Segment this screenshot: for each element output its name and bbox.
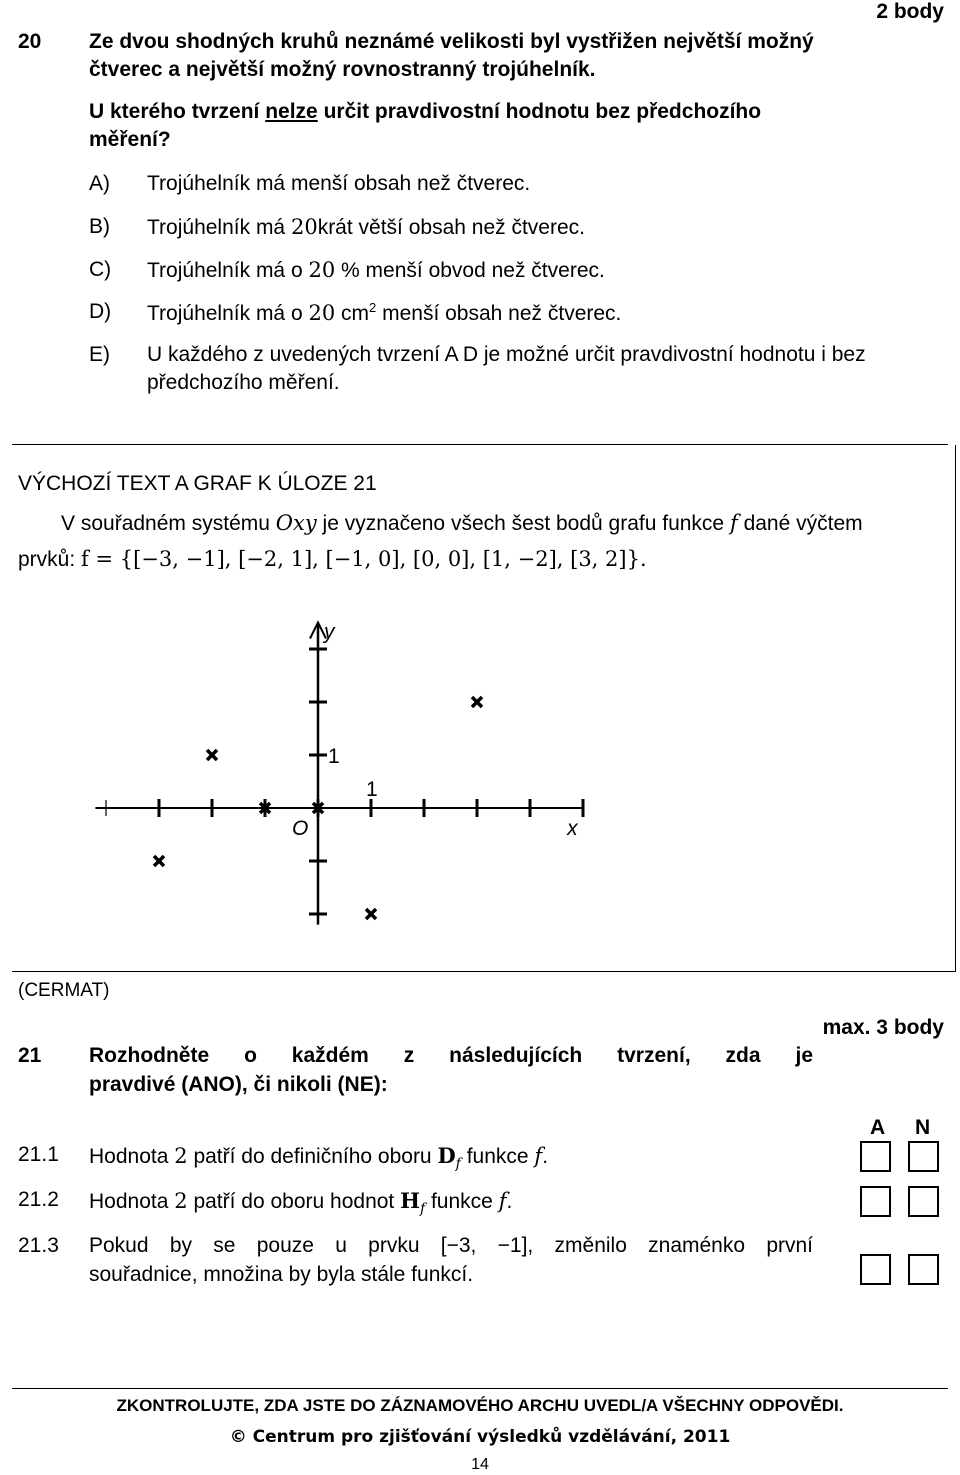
page-number: 14 [471,1456,489,1473]
column-no-label: N [915,1116,931,1139]
q20-option-e[interactable]: E) U každého z uvedených tvrzení A D je možné určit pravdivostní hodnotu i bez [89,343,866,366]
q20-intro-line1: Ze dvou shodných kruhů neznámé velikosti byl vystřižen největší možný [89,30,814,53]
q20-option-b[interactable]: B) Trojúhelník má 20krát větší obsah než čtverec. [89,215,585,239]
underlined-word: nelze [265,100,318,123]
q20-intro-line2: čtverec a největší možný rovnostranný trojúhelník. [89,58,596,81]
q20-option-e-line2: předchozího měření. [147,371,340,394]
q20-points: 2 body [876,0,944,23]
item-21-2-no-checkbox[interactable] [908,1186,939,1217]
y-tick-label-1: 1 [328,745,340,768]
q20-option-c[interactable]: C) Trojúhelník má o 20 % menší obvod než čtverec. [89,258,605,282]
item-21-3-number: 21.3 [18,1234,59,1257]
item-21-2-yes-checkbox[interactable] [860,1186,891,1217]
footer-divider [12,1388,948,1389]
q20-question: U kterého tvrzení nelze určit pravdivostní hodnotu bez předchozího [89,100,762,123]
q21-prompt-line1: Rozhodněte o každém z následujících tvrzení, zda je [89,1044,813,1067]
origin-label: O [292,817,309,840]
q20-number: 20 [18,30,42,53]
intro-source: (CERMAT) [18,980,110,1001]
footer-check-notice: ZKONTROLUJTE, ZDA JSTE DO ZÁZNAMOVÉHO ARCHU UVEDL/A VŠECHNY ODPOVĚDI. [116,1396,844,1415]
item-21-1-no-checkbox[interactable] [908,1141,939,1172]
intro-line2: prvků: f = {[−3, −1], [−2, 1], [−1, 0], [0, 0], [1, −2], [3, 2]}. [18,547,647,571]
q20-option-a[interactable]: A) Trojúhelník má menší obsah než čtverec. [89,172,531,195]
q20-option-d[interactable]: D) Trojúhelník má o 20 $cm^2$ menší obsah než čtverec. [89,300,622,325]
item-21-3-text-line2: souřadnice, množina by byla stále funkcí. [89,1263,474,1286]
item-21-2-number: 21.2 [18,1188,59,1211]
y-axis-label: y [324,620,335,644]
item-21-1-text: Hodnota 2 patří do definičního oboru $D_f$ funkce f. [89,1143,549,1173]
q20-question-line2: měření? [89,128,171,151]
column-yes-label: A [870,1116,886,1139]
intro-heading: VÝCHOZÍ TEXT A GRAF K ÚLOZE 21 [18,472,377,495]
x-axis-label: x [567,817,578,840]
item-21-3-yes-checkbox[interactable] [860,1254,891,1285]
item-21-3-no-checkbox[interactable] [908,1254,939,1285]
item-21-2-text: Hodnota 2 patří do oboru hodnot $H_f$ funkce f. [89,1188,513,1218]
item-21-1-yes-checkbox[interactable] [860,1141,891,1172]
intro-line1: V souřadném systému Oxy je vyznačeno všech šest bodů grafu funkce f dané výčtem [61,511,863,535]
q21-number: 21 [18,1044,42,1067]
footer-copyright: © Centrum pro zjišťování výsledků vzdělávání, 2011 [229,1427,731,1447]
item-21-3-text-line1: Pokud by se pouze u prvku [−3, −1], změnilo znaménko první [89,1234,813,1257]
item-21-1-number: 21.1 [18,1143,59,1166]
q21-prompt-line2: pravdivé (ANO), či nikoli (NE): [89,1073,388,1096]
x-tick-label-1: 1 [366,778,378,801]
q21-points: max. 3 body [822,1016,944,1039]
